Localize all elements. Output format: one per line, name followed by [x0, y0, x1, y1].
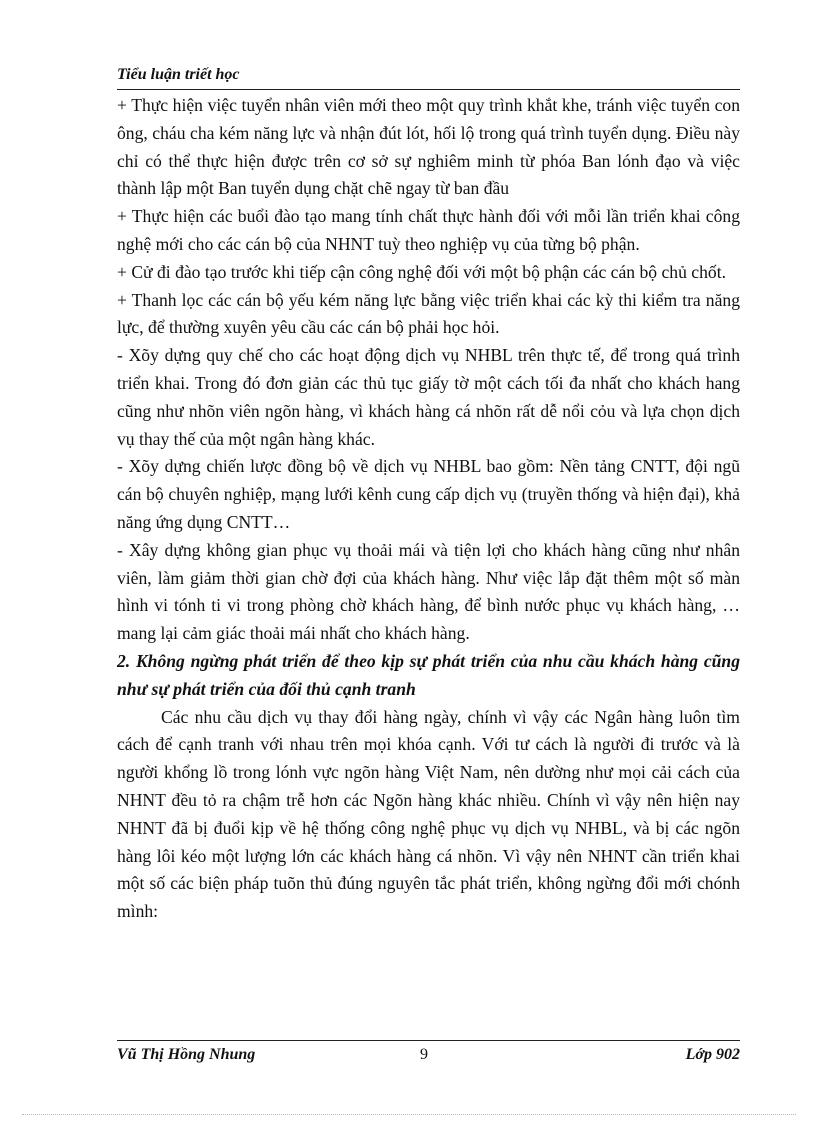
page-bottom-edge: [22, 1114, 796, 1115]
header-divider: [117, 89, 740, 90]
page-number: 9: [420, 1046, 428, 1063]
document-body: [117, 92, 740, 926]
footer-author: Vũ Thị Hồng Nhung: [117, 1046, 256, 1063]
paragraph: - Xây dựng không gian phục vụ thoải mái và tiện lợi cho khách hàng cũng như nhân viên, làm giảm thời gian chờ đợi của khách hàng. Như việc lắp đặt thêm một số màn hình vi tónh ti vi trong phòng chờ khách hàng, để bình nước phục vụ khách hàng, …mang lại cảm giác thoải mái nhất cho khách hàng.: [117, 539, 740, 644]
header-title: Tiểu luận triết học: [117, 66, 240, 83]
paragraph: + Thực hiện việc tuyển nhân viên mới theo một quy trình khắt khe, tránh việc tuyển con ông, cháu cha kém năng lực và nhận đút lót, hối lộ trong quá trình tuyển dụng. Điều này chỉ có thể thực hiện được trên cơ sở sự nghiêm minh từ phóa Ban lónh đạo và việc thành lập một Ban tuyển dụng chặt chẽ ngay từ ban đầu: [117, 95, 740, 199]
paragraph: - Xõy dựng chiến lược đồng bộ về dịch vụ NHBL bao gồm: Nền tảng CNTT, đội ngũ cán bộ chuyên nghiệp, mạng lưới kênh cung cấp dịch vụ (truyền thống và hiện đại), khả năng ứng dụng CNTT…: [117, 456, 740, 532]
paragraph: + Cử đi đào tạo trước khi tiếp cận công nghệ đối với một bộ phận các cán bộ chủ chốt.: [117, 261, 726, 282]
paragraph: + Thực hiện các buổi đào tạo mang tính chất thực hành đối với mỗi lần triển khai công nghệ mới cho các cán bộ của NHNT tuỳ theo nghiệp vụ của từng bộ phận.: [117, 206, 740, 254]
closing-paragraph: Các nhu cầu dịch vụ thay đổi hàng ngày, chính vì vậy các Ngân hàng luôn tìm cách để cạnh tranh với nhau trên mọi khóa cạnh. Với tư cách là người đi trước và là người khổng lồ trong lónh vực ngõn hàng Việt Nam, nên dường như mọi cải cách của NHNT đều tỏ ra chậm trễ hơn các Ngõn hàng khác nhiều. Chính vì vậy nên hiện nay NHNT đã bị đuổi kịp về hệ thống công nghệ phục vụ dịch vụ NHBL, và bị các ngõn hàng lôi kéo một lượng lớn các khách hàng cá nhõn. Vì vậy nên NHNT cần triển khai một số các biện pháp tuõn thủ đúng nguyên tắc phát triển, không ngừng đổi mới chónh mình:: [117, 706, 740, 922]
paragraph: + Thanh lọc các cán bộ yếu kém năng lực bằng việc triển khai các kỳ thi kiểm tra năng lực, để thường xuyên yêu cầu các cán bộ phải học hỏi.: [117, 289, 740, 338]
paragraph: - Xõy dựng quy chế cho các hoạt động dịch vụ NHBL trên thực tế, để trong quá trình triển khai. Trong đó đơn giản các thủ tục giấy tờ một cách tối đa nhất cho khách hang cũng như nhõn viên ngõn hàng, vì khách hàng cá nhõn rất dễ nổi cỏu và lựa chọn dịch vụ thay thế của một ngân hàng khác.: [117, 345, 740, 449]
footer-class-label: Lớp 902: [685, 1046, 740, 1063]
footer-divider: [117, 1040, 740, 1041]
section-heading: 2. Không ngừng phát triển để theo kịp sự phát triển của nhu cầu khách hàng cũng như sự phát triển của đối thủ cạnh tranh: [117, 650, 740, 699]
